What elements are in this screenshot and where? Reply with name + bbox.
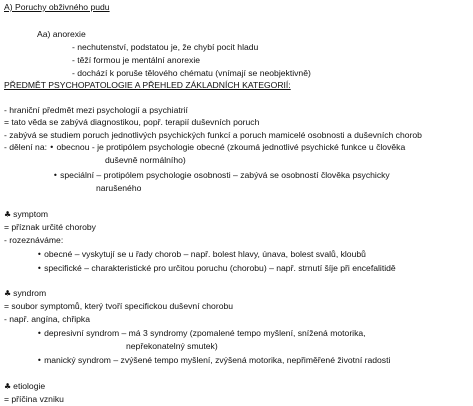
symptom-item-text: specifické – charakteristické pro určitou poruchu (chorobu) – např. strnutí šíje při encefalitidě	[44, 263, 396, 273]
deleni-prefix: - dělení na:	[4, 142, 47, 152]
bullet-icon: •	[37, 356, 42, 365]
intro-line: - hraniční předmět mezi psychologií a psychiatrií	[4, 105, 188, 115]
deleni-specialni-line	[53, 170, 390, 181]
etiologie-heading	[4, 381, 45, 392]
bullet-icon: •	[37, 250, 42, 259]
syndrom-example: - např. angína, chřipka	[4, 314, 90, 324]
symptom-def: = příznak určité choroby	[4, 222, 96, 232]
deleni-specialni: speciální – protipólem psychologie osobnosti – zabývá se osobností člověka psychicky	[60, 170, 390, 180]
etiologie-def: = příčina vzniku	[4, 394, 64, 404]
club-icon: ♣	[4, 210, 12, 219]
heading-a: A) Poruchy obživného pudu	[4, 2, 110, 12]
bullet-icon: •	[37, 264, 42, 273]
anorexie-item: - těží formou je mentální anorexie	[72, 55, 201, 65]
bullet-icon: •	[53, 171, 58, 180]
anorexie-item: - dochází k poruše tělového chématu (vnímají se neobjektivně)	[72, 68, 311, 78]
syndrom-def: = soubor symptomů, který tvoří specifickou duševní chorobu	[4, 301, 234, 311]
syndrom-item-cont: nepřekonatelný smutek)	[126, 341, 218, 351]
intro-line: = tato věda se zabývá diagnostikou, popř. terapií duševních poruch	[4, 117, 260, 127]
anorexie-item: - nechutenství, podstatou je, že chybí pocit hladu	[72, 42, 259, 52]
symptom-sub: - rozeznáváme:	[4, 235, 64, 245]
symptom-item	[37, 263, 396, 274]
symptom-heading	[4, 209, 48, 220]
section-title: PŘEDMĚT PSYCHOPATOLOGIE A PŘEHLED ZÁKLADNÍCH KATEGORIÍ:	[4, 80, 291, 90]
deleni-specialni-cont: narušeného	[96, 183, 142, 193]
syndrom-item	[37, 328, 366, 339]
bullet-icon: •	[37, 329, 42, 338]
syndrom-item-text: manický syndrom – zvýšené tempo myšlení, zvýšená motorika, nepřiměřené životní radosti	[44, 355, 391, 365]
syndrom-item	[37, 355, 390, 366]
deleni-obecna-cont: duševně normálního)	[105, 155, 186, 165]
bullet-icon: •	[49, 143, 55, 152]
deleni-obecna: obecnou - je protipólem psychologie obecné (zkoumá jednotlivé psychické funkce u člověka	[56, 142, 406, 152]
club-icon: ♣	[4, 382, 12, 391]
subheading-anorexie: Aa) anorexie	[37, 29, 86, 39]
symptom-title: symptom	[13, 209, 49, 219]
etiologie-title: etiologie	[13, 381, 46, 391]
symptom-item	[37, 249, 366, 260]
deleni-line	[4, 142, 405, 153]
symptom-item-text: obecné – vyskytují se u řady chorob – např. bolest hlavy, únava, bolest svalů, kloubů	[44, 249, 366, 259]
club-icon: ♣	[4, 289, 12, 298]
syndrom-heading	[4, 288, 46, 299]
syndrom-title: syndrom	[13, 288, 47, 298]
syndrom-item-text: depresivní syndrom – má 3 syndromy (zpomalené tempo myšlení, snížená motorika,	[44, 328, 366, 338]
intro-line: - zabývá se studiem poruch jednotlivých psychických funkcí a poruch mamicelé osobnosti a duševních chorob	[4, 130, 422, 140]
